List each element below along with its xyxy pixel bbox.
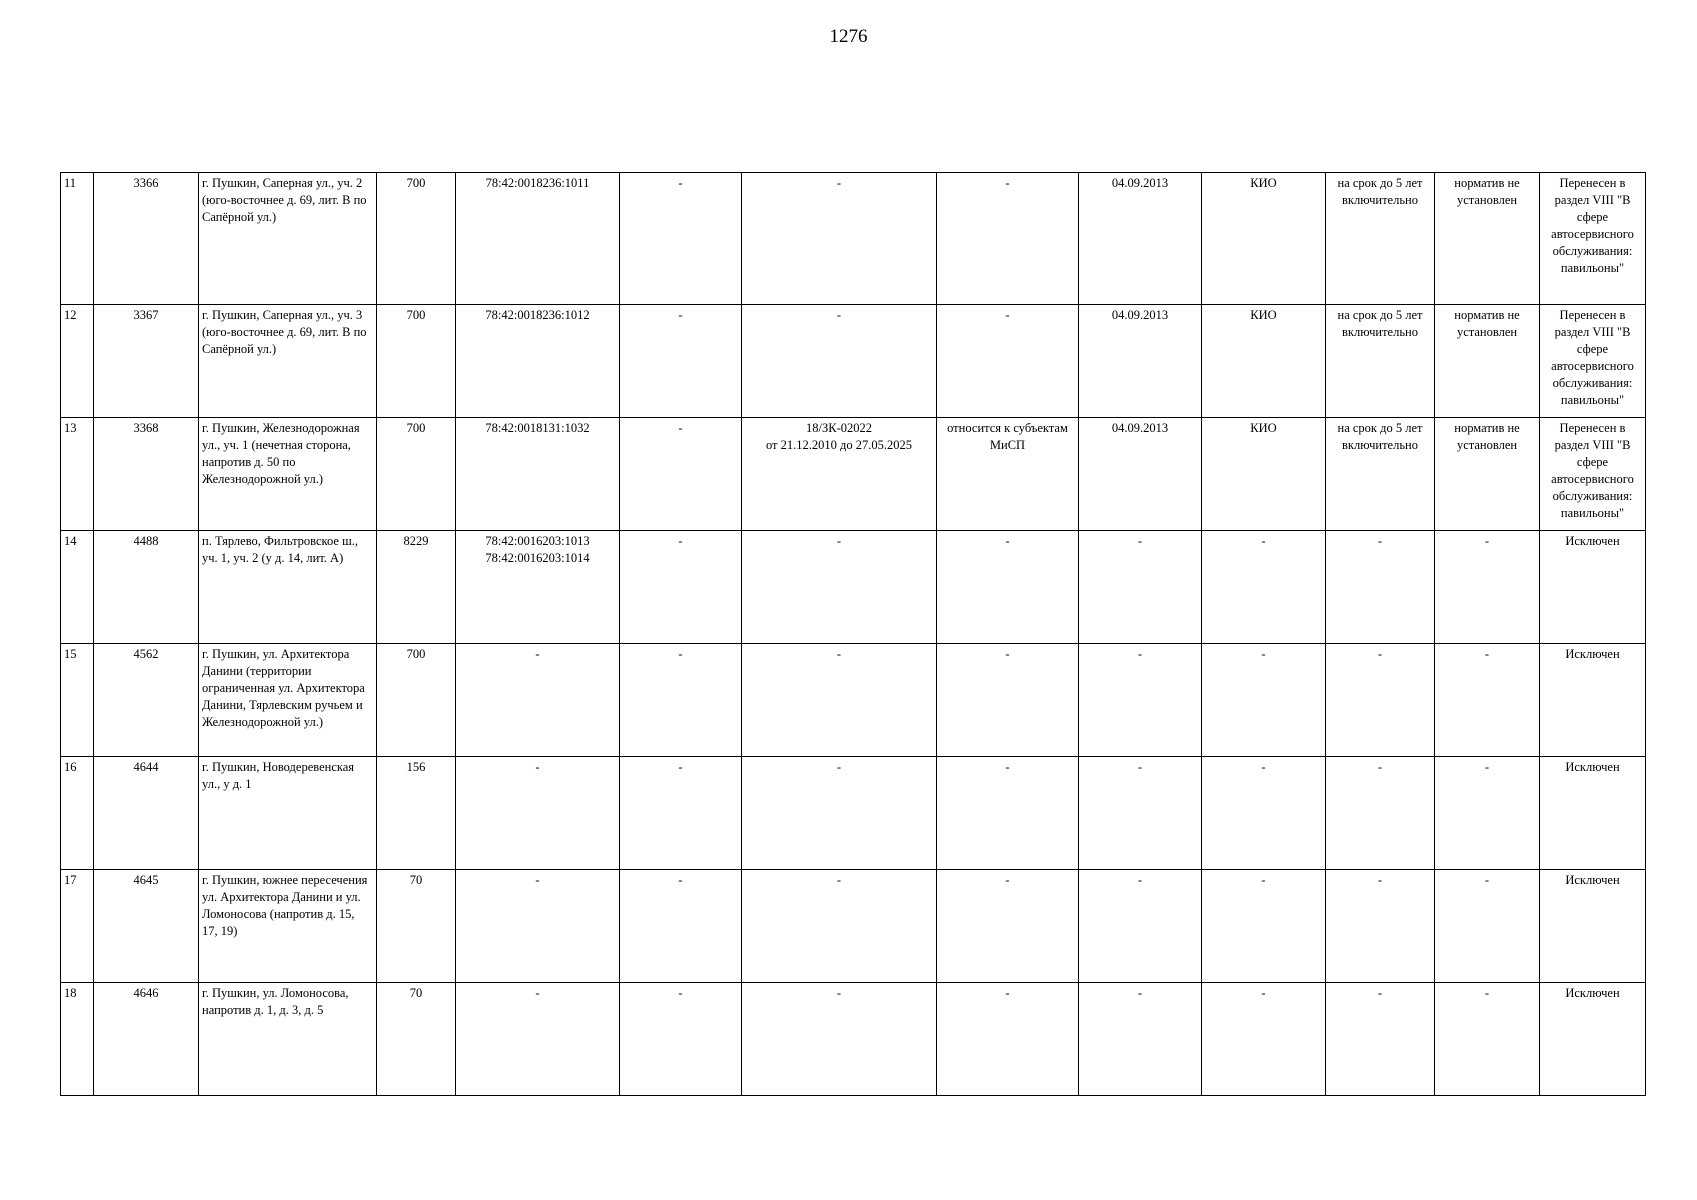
cell-status: Перенесен в раздел VIII "В сфере автосервисного обслуживания: павильоны" — [1540, 173, 1646, 305]
cell-msp: относится к субъектам МиСП — [937, 418, 1079, 531]
cell-date: 04.09.2013 — [1079, 173, 1202, 305]
cell-term: - — [1326, 531, 1435, 644]
cell-code: 4644 — [94, 757, 199, 870]
cell-contract: - — [742, 870, 937, 983]
cell-cadastral: - — [456, 757, 620, 870]
cell-org: - — [1202, 644, 1326, 757]
cell-address: п. Тярлево, Фильтровское ш., уч. 1, уч. 2 (у д. 14, лит. А) — [199, 531, 377, 644]
cell-msp: - — [937, 173, 1079, 305]
cell-term: на срок до 5 лет включительно — [1326, 173, 1435, 305]
cell-date: - — [1079, 983, 1202, 1096]
cell-num: 15 — [61, 644, 94, 757]
cell-area: 700 — [377, 644, 456, 757]
cell-msp: - — [937, 305, 1079, 418]
cell-org: КИО — [1202, 418, 1326, 531]
cell-status: Исключен — [1540, 757, 1646, 870]
table-row — [61, 757, 1646, 870]
cell-col6: - — [620, 870, 742, 983]
cell-norm: норматив не установлен — [1435, 173, 1540, 305]
cell-msp: - — [937, 757, 1079, 870]
cell-cadastral: - — [456, 644, 620, 757]
cell-norm: - — [1435, 757, 1540, 870]
registry-body — [61, 173, 1646, 1096]
cell-status: Исключен — [1540, 983, 1646, 1096]
cell-code: 4645 — [94, 870, 199, 983]
table-row — [61, 983, 1646, 1096]
table-row — [61, 644, 1646, 757]
cell-area: 8229 — [377, 531, 456, 644]
cell-status: Исключен — [1540, 644, 1646, 757]
table-row — [61, 305, 1646, 418]
table-row — [61, 173, 1646, 305]
cell-status: Перенесен в раздел VIII "В сфере автосервисного обслуживания: павильоны" — [1540, 418, 1646, 531]
cell-address: г. Пушкин, южнее пересечения ул. Архитектора Данини и ул. Ломоносова (напротив д. 15, 17, 19) — [199, 870, 377, 983]
cell-num: 14 — [61, 531, 94, 644]
cell-cadastral: 78:42:0018236:1011 — [456, 173, 620, 305]
cell-norm: - — [1435, 644, 1540, 757]
cell-msp: - — [937, 644, 1079, 757]
cell-msp: - — [937, 983, 1079, 1096]
cell-term: - — [1326, 983, 1435, 1096]
cell-term: - — [1326, 870, 1435, 983]
cell-area: 700 — [377, 418, 456, 531]
cell-term: - — [1326, 644, 1435, 757]
cell-num: 12 — [61, 305, 94, 418]
cell-norm: - — [1435, 870, 1540, 983]
cell-contract: - — [742, 173, 937, 305]
cell-org: - — [1202, 870, 1326, 983]
cell-contract: - — [742, 757, 937, 870]
cell-area: 700 — [377, 173, 456, 305]
cell-address: г. Пушкин, Железнодорожная ул., уч. 1 (нечетная сторона, напротив д. 50 по Железнодорожной ул.) — [199, 418, 377, 531]
cell-code: 3368 — [94, 418, 199, 531]
cell-msp: - — [937, 531, 1079, 644]
cell-org: - — [1202, 531, 1326, 644]
cell-num: 13 — [61, 418, 94, 531]
cell-col6: - — [620, 305, 742, 418]
cell-code: 3367 — [94, 305, 199, 418]
cell-col6: - — [620, 983, 742, 1096]
cell-code: 3366 — [94, 173, 199, 305]
cell-status: Перенесен в раздел VIII "В сфере автосервисного обслуживания: павильоны" — [1540, 305, 1646, 418]
cell-num: 18 — [61, 983, 94, 1096]
cell-date: 04.09.2013 — [1079, 418, 1202, 531]
cell-code: 4646 — [94, 983, 199, 1096]
cell-contract: 18/ЗК-02022 от 21.12.2010 до 27.05.2025 — [742, 418, 937, 531]
cell-address: г. Пушкин, Саперная ул., уч. 3 (юго-восточнее д. 69, лит. В по Сапёрной ул.) — [199, 305, 377, 418]
cell-norm: - — [1435, 531, 1540, 644]
cell-cadastral: 78:42:0018236:1012 — [456, 305, 620, 418]
cell-status: Исключен — [1540, 870, 1646, 983]
cell-org: КИО — [1202, 305, 1326, 418]
cell-term: на срок до 5 лет включительно — [1326, 418, 1435, 531]
cell-cadastral: - — [456, 870, 620, 983]
cell-area: 70 — [377, 983, 456, 1096]
cell-date: 04.09.2013 — [1079, 305, 1202, 418]
cell-area: 70 — [377, 870, 456, 983]
cell-org: КИО — [1202, 173, 1326, 305]
cell-norm: - — [1435, 983, 1540, 1096]
cell-msp: - — [937, 870, 1079, 983]
cell-num: 11 — [61, 173, 94, 305]
cell-norm: норматив не установлен — [1435, 418, 1540, 531]
cell-term: на срок до 5 лет включительно — [1326, 305, 1435, 418]
cell-cadastral: 78:42:0018131:1032 — [456, 418, 620, 531]
table-row — [61, 418, 1646, 531]
cell-contract: - — [742, 531, 937, 644]
cell-col6: - — [620, 644, 742, 757]
cell-address: г. Пушкин, ул. Архитектора Данини (территории ограниченная ул. Архитектора Данини, Тярлевским ручьем и Железнодорожной ул.) — [199, 644, 377, 757]
cell-status: Исключен — [1540, 531, 1646, 644]
cell-num: 17 — [61, 870, 94, 983]
cell-address: г. Пушкин, Саперная ул., уч. 2 (юго-восточнее д. 69, лит. В по Сапёрной ул.) — [199, 173, 377, 305]
cell-cadastral: - — [456, 983, 620, 1096]
cell-code: 4562 — [94, 644, 199, 757]
cell-org: - — [1202, 757, 1326, 870]
cell-contract: - — [742, 305, 937, 418]
cell-term: - — [1326, 757, 1435, 870]
cell-code: 4488 — [94, 531, 199, 644]
table-row — [61, 531, 1646, 644]
page-number: 1276 — [829, 26, 868, 47]
cell-col6: - — [620, 757, 742, 870]
cell-contract: - — [742, 983, 937, 1096]
cell-date: - — [1079, 531, 1202, 644]
cell-col6: - — [620, 531, 742, 644]
cell-date: - — [1079, 870, 1202, 983]
cell-col6: - — [620, 173, 742, 305]
cell-org: - — [1202, 983, 1326, 1096]
cell-norm: норматив не установлен — [1435, 305, 1540, 418]
cell-area: 700 — [377, 305, 456, 418]
cell-num: 16 — [61, 757, 94, 870]
cell-contract: - — [742, 644, 937, 757]
cell-col6: - — [620, 418, 742, 531]
registry-table — [60, 172, 1646, 1096]
cell-date: - — [1079, 644, 1202, 757]
cell-cadastral: 78:42:0016203:1013 78:42:0016203:1014 — [456, 531, 620, 644]
table-row — [61, 870, 1646, 983]
cell-area: 156 — [377, 757, 456, 870]
cell-date: - — [1079, 757, 1202, 870]
cell-address: г. Пушкин, ул. Ломоносова, напротив д. 1, д. 3, д. 5 — [199, 983, 377, 1096]
cell-address: г. Пушкин, Новодеревенская ул., у д. 1 — [199, 757, 377, 870]
